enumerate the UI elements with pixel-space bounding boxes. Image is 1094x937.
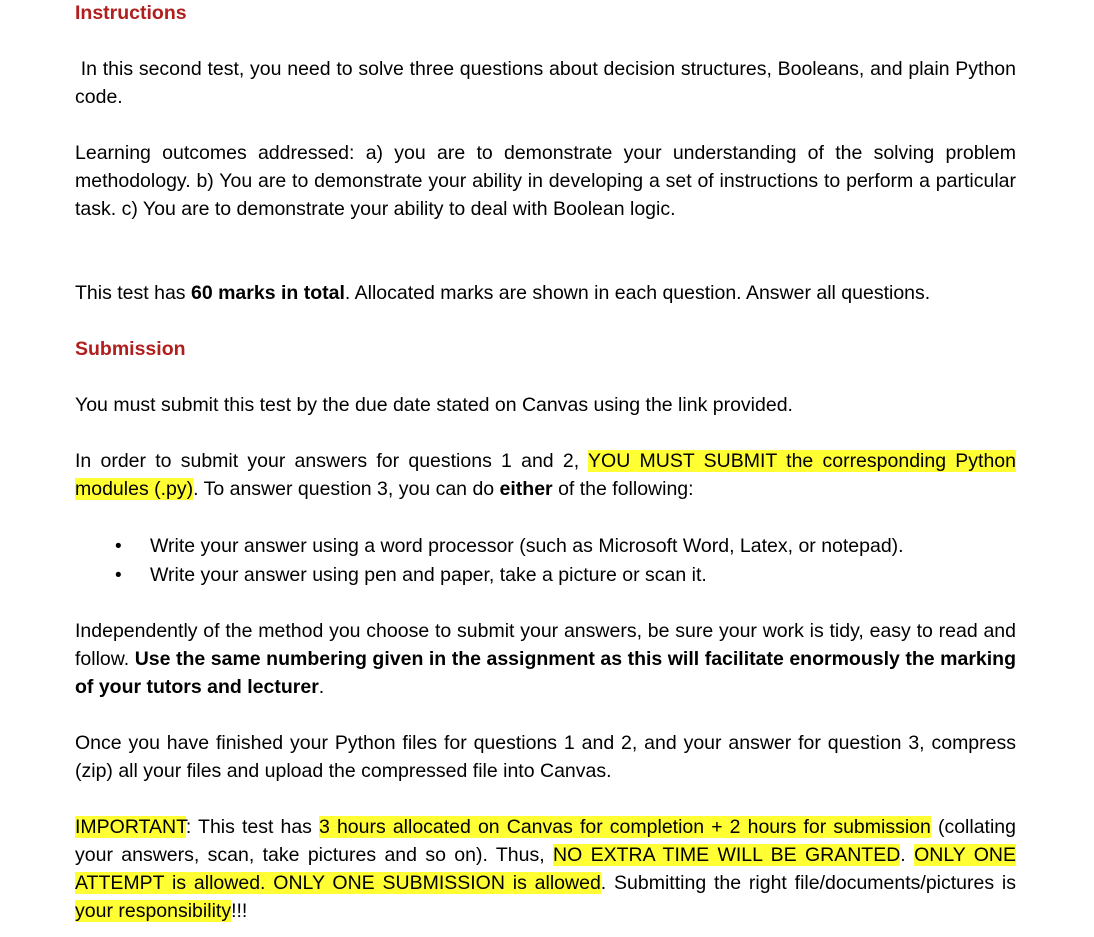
- important-notice: IMPORTANT: This test has 3 hours allocated on Canvas for completion + 2 hours for submission (collating your answers, scan, take pictures and so on). Thus, NO EXTRA TIME WILL BE GRANTED. ONLY ONE ATTEMPT is allowed. ONLY ONE SUBMISSION is allowed. Submitting the right file/documents/pictures is your responsibility!!!: [75, 816, 1017, 922]
- submission-zip: Once you have finished your Python files for questions 1 and 2, and your answer for question 3, compress (zip) all your files and upload the compressed file into Canvas.: [75, 732, 1016, 782]
- list-item: • Write your answer using a word processor (such as Microsoft Word, Latex, or notepad).: [75, 532, 1016, 561]
- submission-modules: In order to submit your answers for questions 1 and 2, YOU MUST SUBMIT the corresponding Python modules (.py). To answer question 3, you can do either of the following:: [75, 450, 1016, 500]
- marks-total-bold: 60 marks in total: [190, 282, 345, 304]
- submit-python-highlight: YOU MUST SUBMIT the corresponding Python modules (.py): [75, 450, 1016, 500]
- marks-total: This test has 60 marks in total. Allocated marks are shown in each question. Answer all questions.: [75, 282, 931, 304]
- answer-options-list: [75, 532, 1016, 590]
- submission-heading: Submission: [75, 338, 186, 360]
- instructions-heading: Instructions: [75, 2, 187, 24]
- list-item: • Write your answer using pen and paper, take a picture or scan it.: [75, 561, 1016, 590]
- instructions-intro: In this second test, you need to solve three questions about decision structures, Booleans, and plain Python code.: [75, 58, 1022, 108]
- bullet-icon: •: [115, 565, 122, 586]
- learning-outcomes: Learning outcomes addressed: a) you are to demonstrate your understanding of the solving problem methodology. b) You are to demonstrate your ability in developing a set of instructions to perform a particular task. c) You are to demonstrate your ability to deal with Boolean logic.: [75, 142, 1016, 220]
- important-label: IMPORTANT: [75, 816, 186, 838]
- bullet-icon: •: [115, 536, 122, 557]
- submission-tidy: Independently of the method you choose to submit your answers, be sure your work is tidy, easy to read and follow. Use the same numbering given in the assignment as this will facilitate enormously the marking of your tutors and lecturer.: [75, 620, 1016, 698]
- submission-due: You must submit this test by the due date stated on Canvas using the link provided.: [75, 394, 793, 416]
